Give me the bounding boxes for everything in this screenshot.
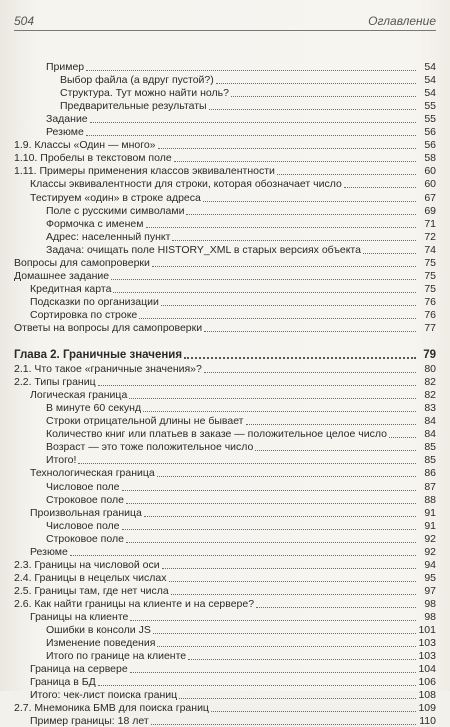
- toc-entry: [0, 440, 450, 453]
- dot-leader: [231, 95, 416, 97]
- toc-entry-title: Числовое поле: [46, 519, 120, 532]
- toc-entry-title: 2.7. Мнемоника БМВ для поиска границ: [14, 702, 209, 715]
- toc-entry: [0, 269, 450, 282]
- toc-entry: [0, 164, 450, 177]
- toc-entry: [0, 453, 450, 466]
- toc-entry: [0, 493, 450, 506]
- toc-entry-title: 2.4. Границы в нецелых числах: [14, 571, 167, 584]
- dot-leader: [174, 160, 416, 162]
- toc-entry: [0, 714, 450, 727]
- toc-entry: [0, 86, 450, 99]
- toc-entry-page: 77: [424, 322, 436, 334]
- dot-leader: [186, 213, 416, 215]
- toc-entry-page: 91: [424, 519, 436, 532]
- toc-entry: [0, 60, 450, 73]
- toc-entry: [0, 151, 450, 164]
- toc-entry-title: Вопросы для самопроверки: [14, 256, 150, 269]
- dot-leader: [70, 554, 416, 556]
- toc-entry-title: 2.5. Границы там, где нет числа: [14, 584, 169, 597]
- toc-entry-title: Граница на сервере: [30, 663, 128, 676]
- toc-entry: [0, 558, 450, 571]
- dot-leader: [209, 108, 416, 110]
- dot-leader: [90, 121, 416, 123]
- dot-leader: [363, 252, 416, 254]
- toc-entry-title: Логическая граница: [30, 389, 128, 402]
- dot-leader: [139, 317, 416, 319]
- toc-entry: [0, 308, 450, 321]
- dot-leader: [246, 423, 417, 425]
- dot-leader: [78, 462, 416, 464]
- toc-entry: [0, 112, 450, 125]
- toc-entry: [0, 519, 450, 532]
- dot-leader: [129, 397, 416, 399]
- page-number: 504: [14, 14, 35, 28]
- toc-entry-page: 92: [424, 532, 436, 545]
- dot-leader: [216, 82, 416, 84]
- toc-entry: [0, 243, 450, 256]
- dot-leader: [157, 475, 416, 477]
- toc-entry-title: 2.2. Типы границ: [14, 376, 96, 389]
- dot-leader: [277, 173, 416, 175]
- dot-leader: [204, 330, 416, 332]
- toc-entry-title: Глава 2. Граничные значения: [14, 349, 183, 362]
- header-rule: [14, 30, 436, 31]
- toc-entry-page: 75: [424, 282, 436, 295]
- dot-leader: [86, 69, 416, 71]
- toc-entry-page: 56: [424, 126, 436, 139]
- dot-leader: [126, 502, 416, 504]
- toc-entry: [0, 401, 450, 414]
- toc-entry: [0, 675, 450, 688]
- toc-entry: [0, 662, 450, 675]
- toc-entry-title: В минуте 60 секунд: [46, 402, 142, 415]
- toc-entry-title: Возраст — это тоже положительное число: [46, 441, 254, 454]
- toc-entry: [0, 427, 450, 440]
- dot-leader: [122, 489, 416, 491]
- dot-leader: [98, 384, 416, 386]
- dot-leader: [122, 528, 416, 530]
- toc-entry-page: 103: [418, 650, 436, 663]
- toc-entry: [0, 688, 450, 701]
- toc-entry-page: 86: [424, 467, 436, 480]
- dot-leader: [256, 606, 416, 608]
- toc-entry: [0, 532, 450, 545]
- toc-entry-title: Произвольная граница: [30, 506, 142, 519]
- toc-entry-title: Резюме: [46, 126, 84, 139]
- dot-leader: [162, 567, 416, 569]
- toc-entry: [0, 230, 450, 243]
- dot-leader: [153, 632, 416, 634]
- dot-leader: [179, 697, 416, 699]
- toc-entry-title: Тестируем «один» в строке адреса: [30, 191, 201, 204]
- toc-entry-title: Кредитная карта: [30, 282, 112, 295]
- toc-entry-page: 72: [424, 230, 436, 243]
- toc-entry-title: Технологическая граница: [30, 467, 155, 480]
- toc-entry: [0, 138, 450, 151]
- toc-entry: [0, 375, 450, 388]
- dot-leader: [111, 278, 416, 280]
- toc-entry: [0, 610, 450, 623]
- toc-entry: [0, 636, 450, 649]
- running-title: Оглавление: [368, 14, 436, 28]
- dot-leader: [172, 239, 416, 241]
- toc-entry-page: 82: [424, 376, 436, 389]
- toc-entry-title: Итого!: [46, 454, 77, 467]
- toc-entry-title: Числовое поле: [46, 480, 120, 493]
- toc-entry-page: 95: [424, 571, 436, 584]
- toc-entry-page: 74: [424, 243, 436, 256]
- toc-entry-page: 60: [424, 165, 436, 178]
- dot-leader: [126, 541, 416, 543]
- dot-leader: [161, 304, 416, 306]
- toc-entry-page: 79: [423, 349, 436, 362]
- dot-leader: [130, 671, 416, 673]
- dot-leader: [157, 645, 416, 647]
- toc-entry-title: Задача: очищать поле HISTORY_XML в старых версиях объекта: [46, 243, 361, 256]
- dot-leader: [146, 226, 417, 228]
- toc-entry-title: 2.1. Что такое «граничные значения»?: [14, 363, 202, 376]
- toc-chapter-heading: [0, 348, 450, 361]
- toc-entry-page: 58: [424, 152, 436, 165]
- toc-entry-title: Ответы на вопросы для самопроверки: [14, 322, 203, 334]
- dot-leader: [255, 449, 416, 451]
- toc-entry-page: 55: [424, 113, 436, 126]
- dot-leader: [130, 619, 416, 621]
- toc-entry-title: 1.11. Примеры применения классов эквивалентности: [14, 165, 275, 178]
- toc-entry-title: Структура. Тут можно найти ноль?: [60, 87, 229, 100]
- toc-entry: [0, 701, 450, 714]
- toc-entry-page: 98: [424, 611, 436, 623]
- toc-entry-title: Итого по границе на клиенте: [46, 650, 187, 663]
- dot-leader: [184, 356, 416, 359]
- dot-leader: [152, 265, 416, 267]
- toc-entry: [0, 204, 450, 217]
- toc-entry-title: Пример: [46, 61, 85, 73]
- toc-entry-title: Подсказки по организации: [30, 295, 159, 308]
- toc-entry: [0, 414, 450, 427]
- toc-entry-page: 104: [418, 663, 436, 676]
- toc-entry-title: Изменение поведения: [46, 637, 156, 650]
- toc-entry-title: Строковое поле: [46, 493, 124, 506]
- toc-entry-page: 56: [424, 139, 436, 152]
- toc-entry-page: 84: [424, 415, 436, 428]
- dot-leader: [151, 723, 416, 725]
- toc-entry: [0, 362, 450, 375]
- toc-entry-page: 75: [424, 269, 436, 282]
- toc-entry-page: 108: [418, 689, 436, 702]
- dot-leader: [211, 710, 416, 712]
- toc-entry-title: Ошибки в консоли JS: [46, 624, 151, 637]
- toc-entry: [0, 282, 450, 295]
- dot-leader: [344, 186, 416, 188]
- toc-entry-title: Адрес: населенный пункт: [46, 230, 171, 243]
- toc-entry-page: 85: [424, 441, 436, 454]
- toc-entry-page: 87: [424, 480, 436, 493]
- toc-entry-title: Выбор файла (а вдруг пустой?): [60, 74, 214, 87]
- toc-entry-title: Поле с русскими символами: [46, 204, 185, 217]
- toc-entry-page: 83: [424, 402, 436, 415]
- dot-leader: [389, 436, 416, 438]
- toc-entry-title: 1.10. Пробелы в текстовом поле: [14, 152, 172, 165]
- toc-entry: [0, 73, 450, 86]
- page-header: [14, 8, 436, 28]
- toc-entry-title: Резюме: [30, 545, 68, 558]
- toc-entry-page: 76: [424, 295, 436, 308]
- toc-entry-page: 98: [424, 597, 436, 610]
- toc-entry-title: 1.9. Классы «Один — много»: [14, 139, 156, 152]
- toc-entry: [0, 623, 450, 636]
- toc-entry-page: 54: [424, 61, 436, 73]
- toc-entry-page: 69: [424, 204, 436, 217]
- toc-entry-page: 101: [418, 624, 436, 637]
- toc-entry-page: 103: [418, 637, 436, 650]
- toc-entry-page: 75: [424, 256, 436, 269]
- toc-entry-page: 82: [424, 389, 436, 402]
- toc-entry-title: Предварительные результаты: [60, 100, 207, 113]
- toc-entry-title: Сортировка по строке: [30, 308, 138, 321]
- dot-leader: [144, 515, 416, 517]
- toc-entry: [0, 177, 450, 190]
- toc-entry-title: Количество книг или платьев в заказе — положительное целое число: [46, 428, 387, 441]
- toc-entry-page: 109: [418, 702, 436, 715]
- toc-entry-title: Границы на клиенте: [30, 611, 129, 623]
- toc-entry: [0, 256, 450, 269]
- dot-leader: [171, 593, 416, 595]
- dot-leader: [169, 580, 416, 582]
- toc-entry-title: Итого: чек-лист поиска границ: [30, 689, 178, 702]
- toc-entry-page: 76: [424, 308, 436, 321]
- toc-entry-title: Классы эквивалентности для строки, которая обозначает число: [30, 178, 342, 191]
- toc-entry-title: Граница в БД: [30, 676, 96, 689]
- toc-entry: [0, 191, 450, 204]
- toc-entry: [0, 545, 450, 558]
- dot-leader: [98, 684, 416, 686]
- toc-entry: [0, 388, 450, 401]
- toc-entry-page: 84: [424, 428, 436, 441]
- dot-leader: [113, 291, 416, 293]
- dot-leader: [188, 658, 416, 660]
- toc-entry: [0, 466, 450, 479]
- toc-entry-page: 80: [424, 363, 436, 376]
- dot-leader: [158, 147, 416, 149]
- toc-entry-page: 71: [424, 217, 436, 230]
- toc-entry-title: Домашнее задание: [14, 269, 110, 282]
- toc-entry-page: 106: [418, 676, 436, 689]
- toc-entry-page: 88: [424, 493, 436, 506]
- toc-entry-title: 2.6. Как найти границы на клиенте и на сервере?: [14, 597, 255, 610]
- toc-entry: [0, 584, 450, 597]
- toc-entry: [0, 480, 450, 493]
- toc-entry: [0, 571, 450, 584]
- toc-entry-page: 54: [424, 87, 436, 100]
- toc-entry: [0, 506, 450, 519]
- toc-entry-page: 110: [419, 715, 436, 727]
- dot-leader: [203, 200, 416, 202]
- toc-entry: [0, 321, 450, 334]
- dot-leader: [204, 371, 416, 373]
- toc-entry-page: 55: [424, 100, 436, 113]
- toc-entry-title: Формочка с именем: [46, 217, 144, 230]
- toc-entry-title: 2.3. Границы на числовой оси: [14, 558, 160, 571]
- toc-entry: [0, 217, 450, 230]
- toc-entry: [0, 649, 450, 662]
- dot-leader: [86, 134, 416, 136]
- dot-leader: [143, 410, 416, 412]
- toc-entry-title: Строки отрицательной длины не бывает: [46, 415, 244, 428]
- toc-entry: [0, 295, 450, 308]
- toc-entry-page: 54: [424, 74, 436, 87]
- toc-entry-page: 67: [424, 191, 436, 204]
- toc-entry-page: 91: [424, 506, 436, 519]
- toc-entry-title: Пример границы: 18 лет: [30, 715, 149, 727]
- toc-entry-page: 94: [424, 558, 436, 571]
- toc-entry-title: Задание: [46, 113, 88, 126]
- toc-entry-title: Строковое поле: [46, 532, 124, 545]
- toc-entry: [0, 125, 450, 138]
- toc-entry-page: 92: [424, 545, 436, 558]
- toc-entry-page: 60: [424, 178, 436, 191]
- toc-entry-page: 85: [424, 454, 436, 467]
- toc-entry: [0, 99, 450, 112]
- toc-entry: [0, 597, 450, 610]
- toc-entry-page: 97: [424, 584, 436, 597]
